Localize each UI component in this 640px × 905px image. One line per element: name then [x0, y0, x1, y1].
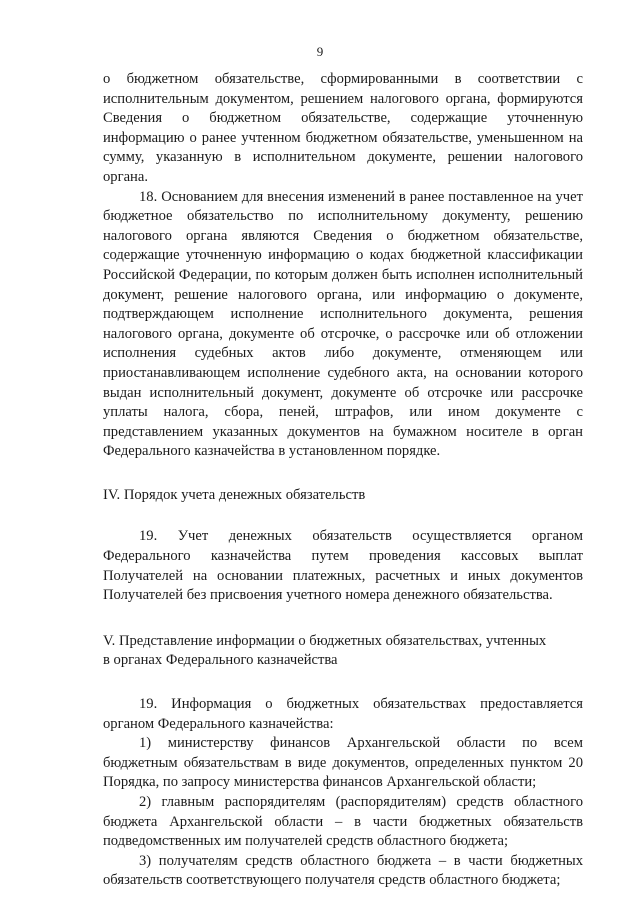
page-number: 9: [316, 44, 324, 59]
list-item-2: 2) главным распорядителям (распорядителям) средств областного бюджета Архангельской области – в части бюджетных обязательств подведомственных им получателей средств областного бюджета;: [103, 794, 583, 850]
paragraph-19-money-obligations: 19. Учет денежных обязательств осуществляется органом Федерального казначейства путем проведения кассовых выплат Получателей на основании платежных, расчетных и иных документов Получателей без присвоения учетного номера денежного обязательства.: [103, 528, 583, 604]
document-body: [103, 70, 583, 891]
paragraph-19-information: 19. Информация о бюджетных обязательствах предоставляется органом Федерального казначейства:: [103, 696, 583, 732]
list-item-3: 3) получателям средств областного бюджета – в части бюджетных обязательств соответствующего получателя средств областного бюджета;: [103, 852, 583, 889]
section-heading-v-line2: в органах Федерального казначейства: [103, 652, 338, 669]
section-heading-iv: IV. Порядок учета денежных обязательств: [103, 486, 366, 503]
section-heading-v-line1: V. Представление информации о бюджетных обязательствах, учтенных: [103, 632, 547, 649]
paragraph-18: 18. Основанием для внесения изменений в ранее поставленное на учет бюджетное обязательство по исполнительному документу, решению налогового органа являются Сведения о бюджетном обязательстве, содержащие уточненную информацию о кодах бюджетной классификации Российской Федерации, по которым должен быть исполнен исполнительный документ, решение налогового органа, или информацию о документе, подтверждающем исполнение исполнительного документа, решения налогового органа, документе об отсрочке, о рассрочке или об отложении исполнения судебных актов либо документе, отменяющем или приостанавливающем исполнение судебного акта, на основании которого выдан исполнительный документ, документе об отсрочке или рассрочке уплаты налога, сбора, пеней, штрафов, или ином документе с представлением указанных документов на бумажном носителе в орган Федерального казначейства в установленном порядке.: [103, 188, 583, 460]
list-item-1: 1) министерству финансов Архангельской области по всем бюджетным обязательствам в виде документов, определенных пунктом 20 Порядка, по запросу министерства финансов Архангельской области;: [103, 735, 583, 791]
paragraph-17-continuation: о бюджетном обязательстве, сформированными в соответствии с исполнительным документом, решением налогового органа, формируются Сведения о бюджетном обязательстве, содержащие уточненную информацию о ранее учтенном бюджетном обязательстве, уменьшенном на сумму, указанную в исполнительном документе, решении налогового органа.: [103, 71, 583, 185]
